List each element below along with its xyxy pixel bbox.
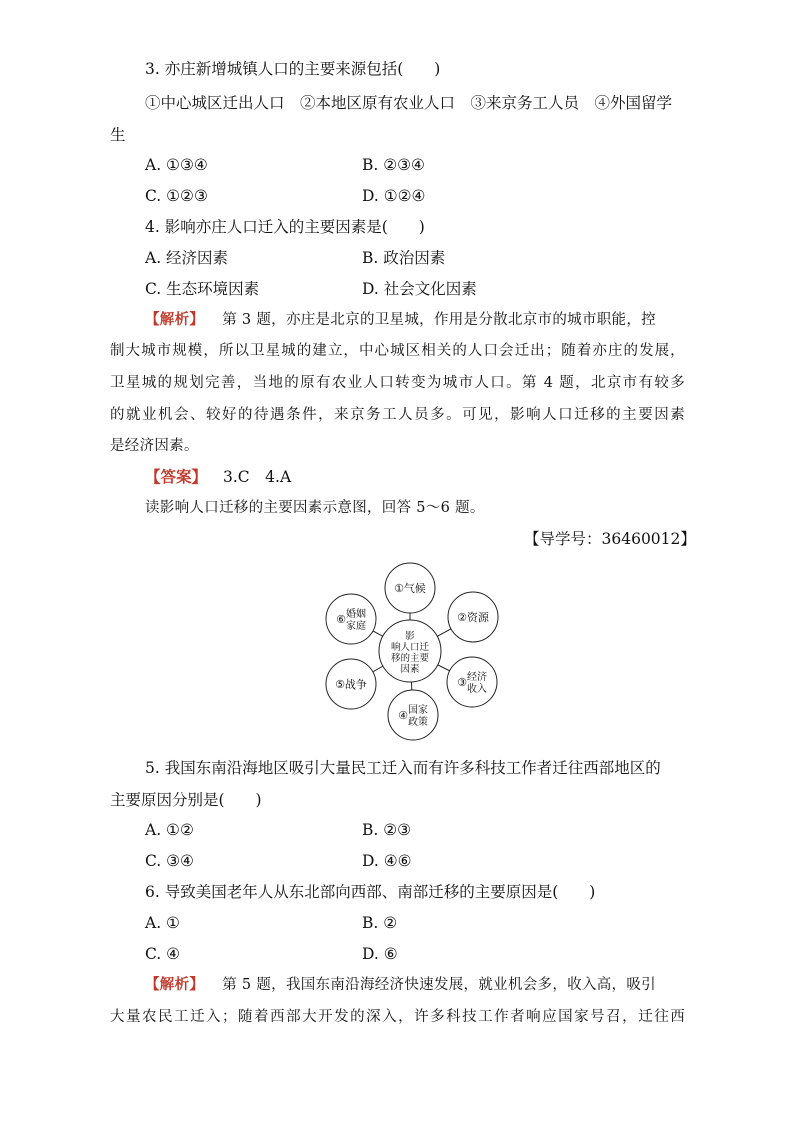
- q3-option-a: A. ①③④: [145, 156, 208, 174]
- diagram-node-label: 收入: [467, 684, 487, 695]
- q5-option-a: A. ①②: [145, 821, 194, 839]
- diagram-center: [379, 620, 441, 682]
- diagram-node-label: 国家: [408, 705, 428, 716]
- diagram-node-label: ③: [457, 676, 467, 689]
- diagram-node-label: ①气候: [394, 582, 426, 595]
- q3-option-b: B. ②③④: [362, 156, 425, 174]
- diagram-node-label: 家庭: [346, 621, 366, 632]
- analysis1-line1: [145, 309, 685, 331]
- migration-factors-diagram: [315, 558, 515, 744]
- diagram-node-label: 政策: [408, 717, 428, 728]
- q6-option-b: B. ②: [362, 914, 398, 932]
- q4-stem: 4. 影响亦庄人口迁入的主要因素是( ): [145, 218, 425, 236]
- q5-stem-line2: 主要原因分别是( ): [110, 791, 262, 809]
- q5-option-d: D. ④⑥: [362, 852, 412, 870]
- diagram-node-label: 经济: [467, 672, 487, 683]
- q4-option-b: B. 政治因素: [362, 249, 446, 267]
- analysis2-text1: 第 5 题，我国东南沿海经济快速发展，就业机会多，收入高，吸引: [222, 977, 656, 993]
- answer1: [145, 466, 291, 488]
- diagram-center-label: 响人口迁: [390, 642, 430, 653]
- analysis1-line2: 制大城市规模，所以卫星城的建立，中心城区相关的人口会迁出；随着亦庄的发展，: [110, 343, 685, 359]
- diagram-center-label: 影: [405, 631, 415, 642]
- diagram-node: [448, 592, 498, 642]
- diagram-node-label: 婚姻: [346, 609, 366, 620]
- diagram-node-label: ⑥: [336, 613, 346, 626]
- analysis2-line2: 大量农民工迁入；随着西部大开发的深入，许多科技工作者响应国家号召，迁往西: [110, 1009, 685, 1025]
- diagram-node-label: ④: [398, 709, 408, 722]
- q3-items-cont: 生: [110, 126, 126, 144]
- q3-stem: 3. 亦庄新增城镇人口的主要来源包括( ): [145, 60, 441, 78]
- guide-number: 【导学号：36460012】: [524, 530, 696, 548]
- diagram-node-label: ⑤战争: [335, 678, 367, 691]
- analysis2-line1: [145, 974, 685, 996]
- diagram-node-label: ②资源: [457, 611, 489, 624]
- analysis1-tag: 【解析】: [145, 312, 205, 328]
- q6-option-c: C. ④: [145, 945, 181, 963]
- q5-option-b: B. ②③: [362, 821, 412, 839]
- q4-option-c: C. 生态环境因素: [145, 280, 260, 298]
- analysis1-line3: 卫星城的规划完善，当地的原有农业人口转变为城市人口。第 4 题，北京市有较多: [110, 375, 685, 391]
- answer1-text: 3.C 4.A: [223, 468, 292, 486]
- analysis2-tag: 【解析】: [145, 977, 205, 993]
- q6-option-d: D. ⑥: [362, 945, 398, 963]
- q4-option-a: A. 经济因素: [145, 249, 229, 267]
- analysis1-line4: 的就业机会、较好的待遇条件，来京务工人员多。可见，影响人口迁移的主要因素: [110, 407, 685, 423]
- q6-stem: 6. 导致美国老年人从东北部向西部、南部迁移的主要原因是( ): [145, 883, 596, 901]
- diagram-node: [388, 690, 438, 740]
- analysis1-text1: 第 3 题，亦庄是北京的卫星城，作用是分散北京市的城市职能，控: [222, 312, 656, 328]
- answer1-tag: 【答案】: [145, 468, 208, 486]
- q3-option-c: C. ①②③: [145, 187, 208, 205]
- analysis1-line5: 是经济因素。: [110, 438, 199, 454]
- q3-option-d: D. ①②④: [362, 187, 426, 205]
- diagram-node: [326, 659, 376, 709]
- q6-option-a: A. ①: [145, 914, 180, 932]
- diagram-center-label: 因素: [400, 664, 420, 675]
- diagram-center-label: 移的主要: [390, 653, 430, 664]
- diagram-intro: 读影响人口迁移的主要因素示意图，回答 5～6 题。: [145, 500, 485, 516]
- q3-items: ①中心城区迁出人口 ②本地区原有农业人口 ③来京务工人员 ④外国留学: [145, 94, 673, 112]
- q5-option-c: C. ③④: [145, 852, 194, 870]
- q4-option-d: D. 社会文化因素: [362, 280, 477, 298]
- diagram-node: [447, 657, 497, 707]
- diagram-node: [385, 563, 435, 613]
- diagram-node: [326, 594, 376, 644]
- q5-stem-line1: 5. 我国东南沿海地区吸引大量民工迁入而有许多科技工作者迁往西部地区的: [145, 759, 661, 777]
